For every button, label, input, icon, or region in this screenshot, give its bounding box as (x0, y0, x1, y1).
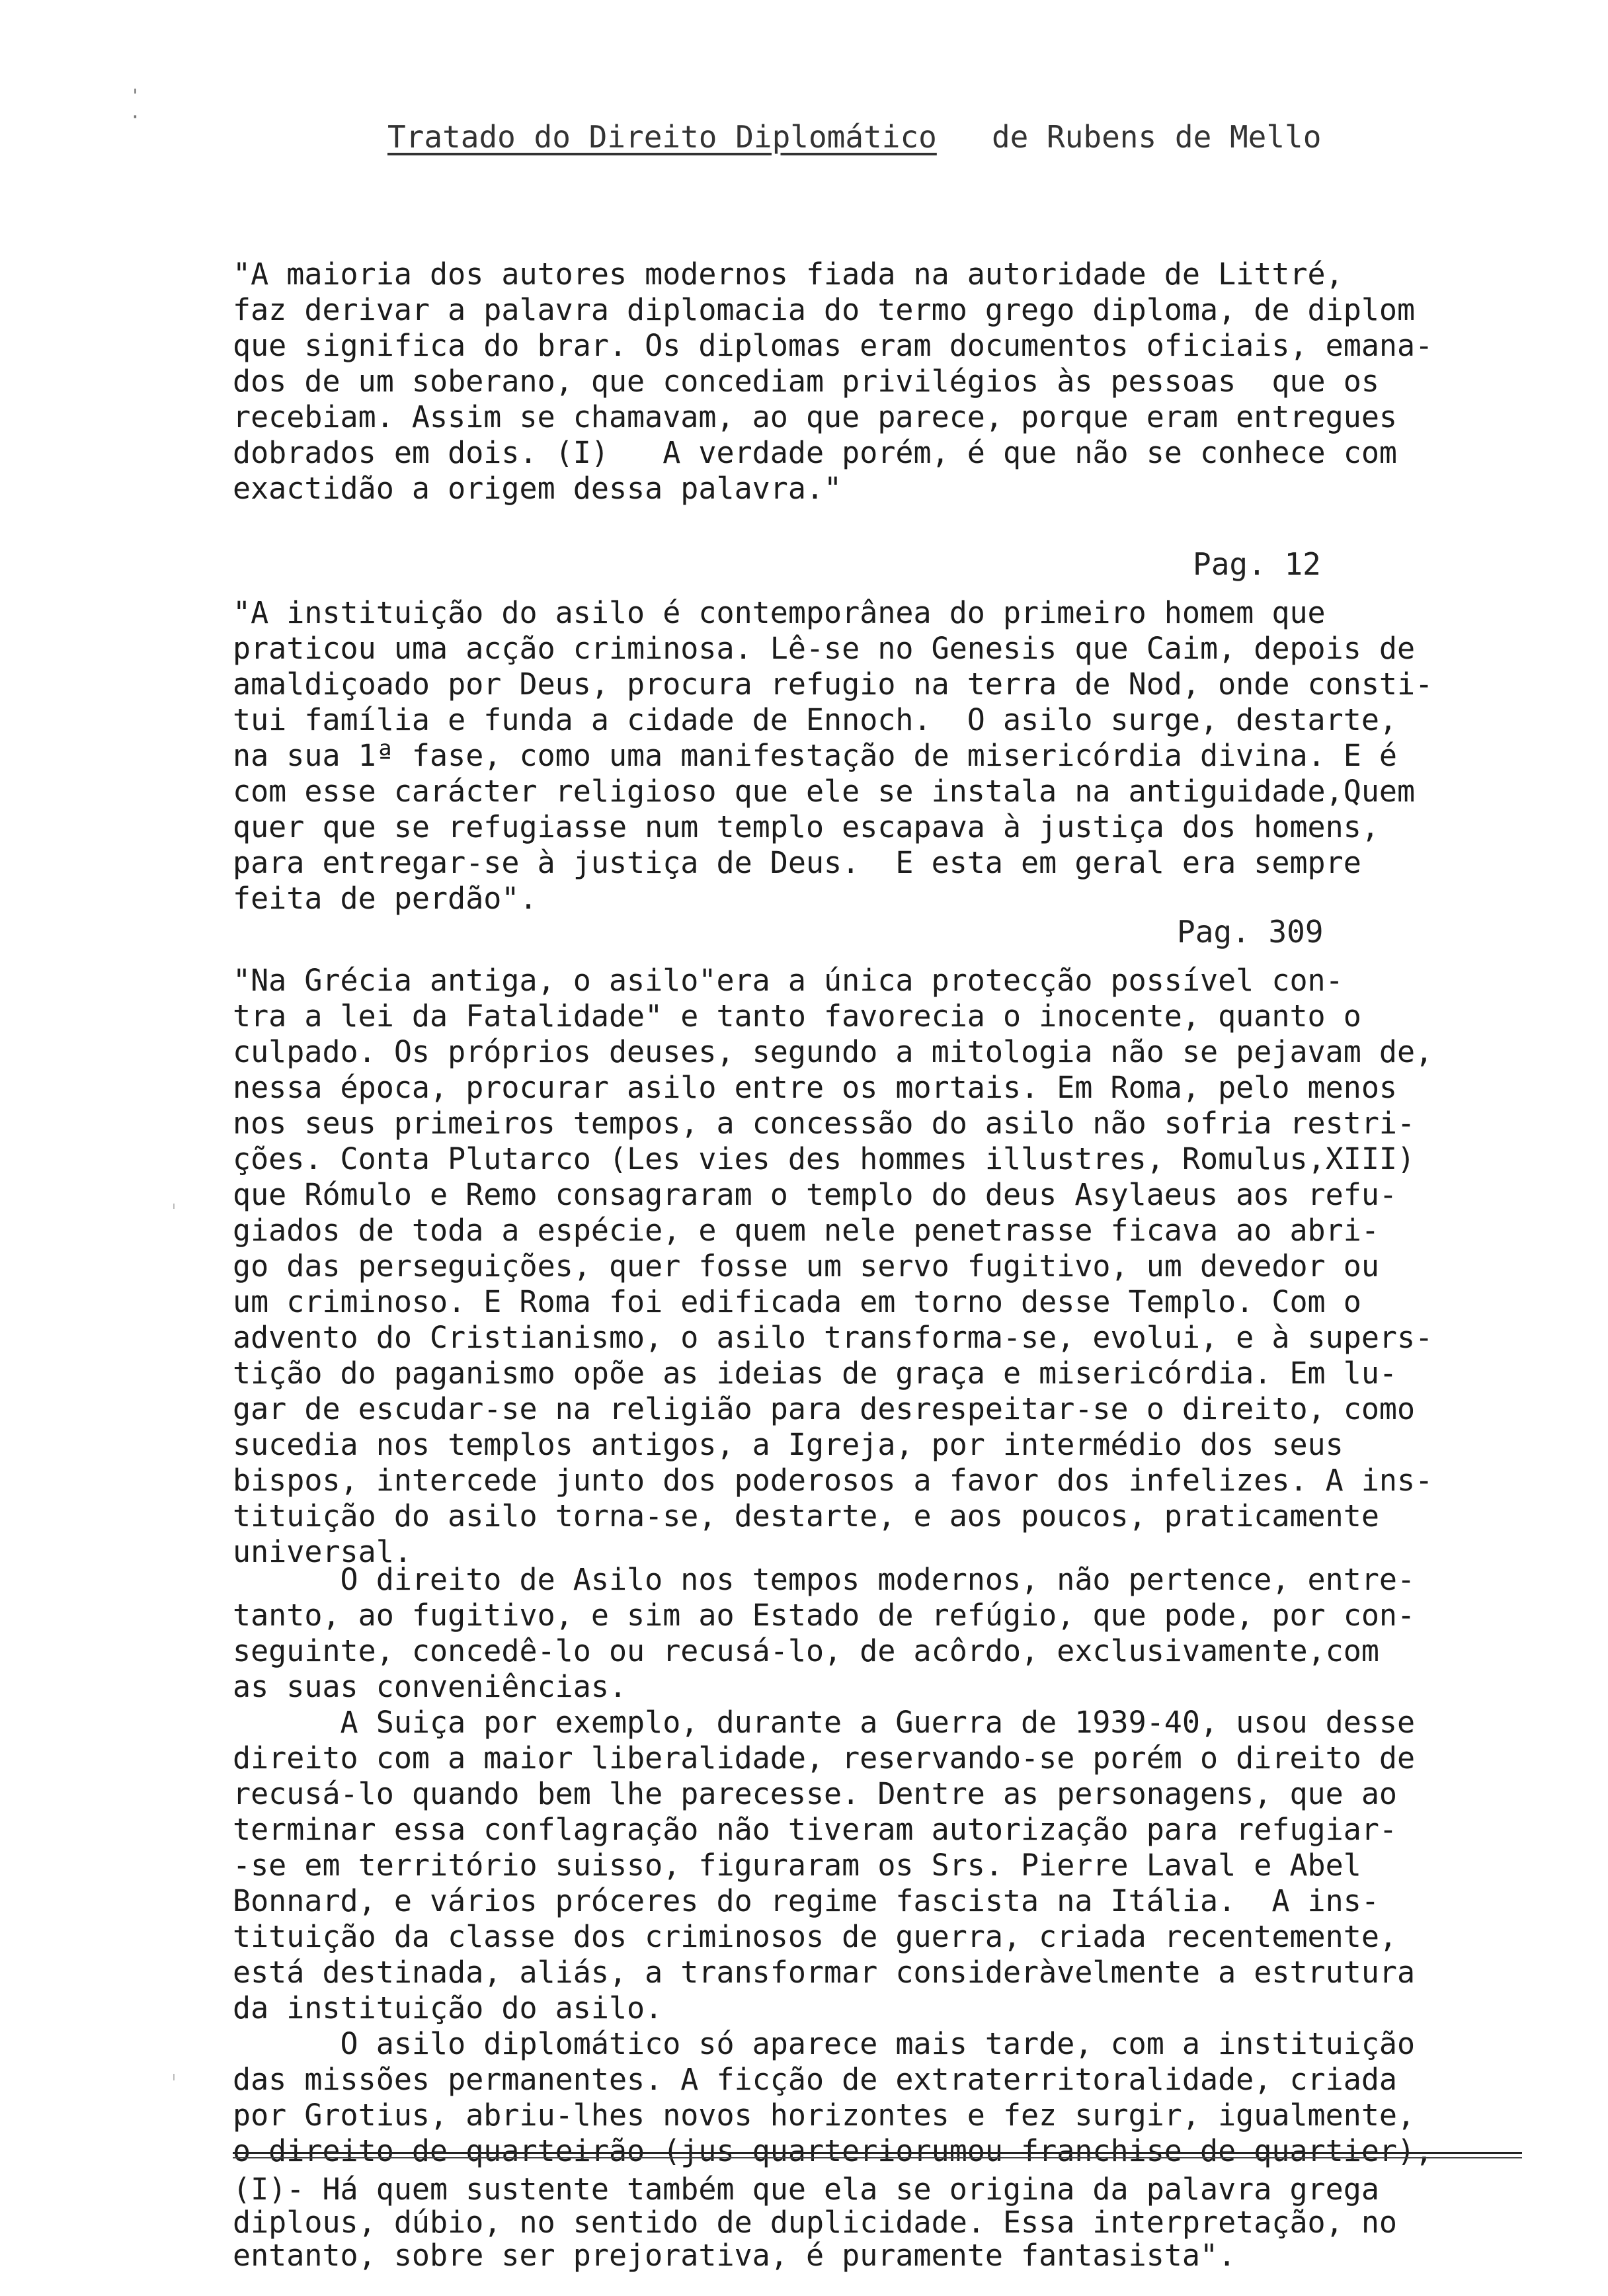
text-line: direito com a maior liberalidade, reservando-se porém o direito de (233, 1741, 1416, 1776)
book-title: Tratado do Direito Diplomático (387, 119, 937, 155)
footnote-separator (233, 2157, 1522, 2158)
text-line: tra a lei da Fatalidade" e tanto favorecia o inocente, quanto o (233, 999, 1361, 1034)
footnote (233, 2173, 1542, 2272)
text-line: nos seus primeiros tempos, a concessão do asilo não sofria restri- (233, 1106, 1416, 1141)
text-line: tituição da classe dos criminosos de guerra, criada recentemente, (233, 1919, 1397, 1954)
text-line: universal. (233, 1534, 412, 1569)
text-line: com esse carácter religioso que ele se instala na antiguidade,Quem (233, 774, 1416, 809)
text-line: das missões permanentes. A ficção de extraterritoralidade, criada (233, 2062, 1397, 2097)
text-line: o direito de quarteirão (jus quarteriorumou franchise de quartier), (233, 2133, 1433, 2168)
text-line: as suas conveniências. (233, 1669, 627, 1704)
text-line: está destinada, aliás, a transformar consideràvelmente a estrutura (233, 1955, 1416, 1990)
text-line: da instituição do asilo. (233, 1990, 663, 2026)
text-line: para entregar-se à justiça de Deus. E esta em geral era sempre (233, 845, 1361, 880)
text-line: tanto, ao fugitivo, e sim ao Estado de refúgio, que pode, por con- (233, 1598, 1416, 1633)
footnote-separator (233, 2152, 1522, 2154)
text-line: Bonnard, e vários próceres do regime fascista na Itália. A ins- (233, 1883, 1379, 1918)
text-line: um criminoso. E Roma foi edificada em torno desse Templo. Com o (233, 1284, 1361, 1319)
text-line: recusá-lo quando bem lhe parecesse. Dentre as personagens, que ao (233, 1776, 1397, 1811)
quote-paragraph-3 (233, 963, 1542, 1570)
text-line: terminar essa conflagração não tiveram autorização para refugiar- (233, 1812, 1397, 1847)
text-line: giados de toda a espécie, e quem nele penetrasse ficava ao abri- (233, 1213, 1379, 1248)
page-header (387, 119, 1321, 155)
text-line: sucedia nos templos antigos, a Igreja, por intermédio dos seus (233, 1427, 1344, 1462)
text-line: tituição do asilo torna-se, destarte, e aos poucos, praticamente (233, 1498, 1379, 1534)
quote-paragraph-2 (233, 595, 1542, 917)
text-line: que significa do brar. Os diplomas eram documentos oficiais, emana- (233, 328, 1433, 363)
text-line: "Na Grécia antiga, o asilo"era a única protecção possível con- (233, 963, 1344, 998)
text-line: gar de escudar-se na religião para desrespeitar-se o direito, como (233, 1391, 1416, 1426)
footnote-line: diplous, dúbio, no sentido de duplicidade. Essa interpretação, no (233, 2205, 1397, 2240)
text-line: "A maioria dos autores modernos fiada na autoridade de Littré, (233, 257, 1344, 292)
text-line: ções. Conta Plutarco (Les vies des hommes illustres, Romulus,XIII) (233, 1141, 1416, 1176)
text-line: A Suiça por exemplo, durante a Guerra de 1939-40, usou desse (233, 1705, 1416, 1740)
scan-mark: · (130, 106, 141, 128)
text-line: que Rómulo e Remo consagraram o templo do deus Asylaeus aos refu- (233, 1177, 1397, 1212)
scan-mark (173, 1204, 175, 1209)
quote-paragraph-1 (233, 257, 1542, 507)
text-line: nessa época, procurar asilo entre os mortais. Em Roma, pelo menos (233, 1070, 1397, 1105)
text-line: advento do Cristianismo, o asilo transforma-se, evolui, e à supers- (233, 1320, 1433, 1355)
text-line: na sua 1ª fase, como uma manifestação de misericórdia divina. E é (233, 738, 1397, 773)
book-author: de Rubens de Mello (991, 119, 1322, 155)
text-line: O asilo diplomático só aparece mais tarde, com a instituição (233, 2026, 1416, 2061)
body-text (233, 1562, 1542, 2169)
text-line: amaldiçoado por Deus, procura refugio na terra de Nod, onde consti- (233, 667, 1433, 702)
text-line: recebiam. Assim se chamavam, ao que parece, porque eram entregues (233, 399, 1397, 434)
text-line: exactidão a origem dessa palavra." (233, 471, 842, 506)
scan-mark (173, 2074, 175, 2080)
text-line: quer que se refugiasse num templo escapava à justiça dos homens, (233, 809, 1379, 844)
text-line: praticou uma acção criminosa. Lê-se no Genesis que Caim, depois de (233, 631, 1416, 666)
footnote-line: entanto, sobre ser prejorativa, é puramente fantasista". (233, 2238, 1236, 2273)
text-line: seguinte, concedê-lo ou recusá-lo, de acôrdo, exclusivamente,com (233, 1633, 1379, 1668)
text-line: faz derivar a palavra diplomacia do termo grego diploma, de diplom (233, 292, 1416, 327)
footnote-line: (I)- Há quem sustente também que ela se origina da palavra grega (233, 2172, 1379, 2207)
text-line: dos de um soberano, que concediam privilégios às pessoas que os (233, 364, 1379, 399)
text-line: tui família e funda a cidade de Ennoch. O asilo surge, destarte, (233, 702, 1397, 737)
text-line: por Grotius, abriu-lhes novos horizontes e fez surgir, igualmente, (233, 2098, 1416, 2133)
text-line: feita de perdão". (233, 881, 538, 916)
page-reference-1: Pag. 12 (1193, 546, 1321, 582)
text-line: go das perseguições, quer fosse um servo fugitivo, um devedor ou (233, 1249, 1379, 1284)
text-line: dobrados em dois. (I) A verdade porém, é que não se conhece com (233, 435, 1397, 470)
text-line: culpado. Os próprios deuses, segundo a mitologia não se pejavam de, (233, 1034, 1433, 1069)
scan-mark: ' (130, 85, 141, 106)
text-line: bispos, intercede junto dos poderosos a favor dos infelizes. A ins- (233, 1463, 1433, 1498)
text-line: "A instituição do asilo é contemporânea do primeiro homem que (233, 595, 1326, 630)
text-line: tição do paganismo opõe as ideias de graça e misericórdia. Em lu- (233, 1356, 1397, 1391)
page-reference-2: Pag. 309 (1177, 914, 1324, 950)
text-line: O direito de Asilo nos tempos modernos, não pertence, entre- (233, 1562, 1416, 1597)
text-line: -se em território suisso, figuraram os Srs. Pierre Laval e Abel (233, 1848, 1361, 1883)
